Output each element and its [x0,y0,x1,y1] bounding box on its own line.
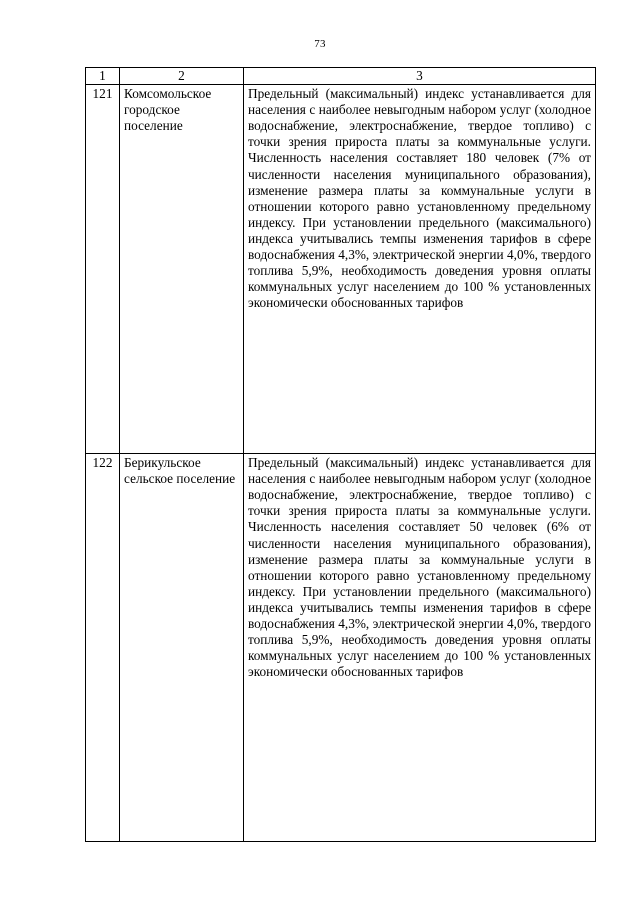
table-row [86,85,596,454]
row-number: 122 [86,454,120,842]
municipality-name: Берикульское сельское поселение [120,454,244,842]
table-row [86,454,596,842]
header-cell-2: 2 [120,68,244,85]
header-cell-3: 3 [244,68,596,85]
index-description: Предельный (максимальный) индекс устанавливается для населения с наиболее невыгодным набором услуг (холодное водоснабжение, электроснабжение, твердое топливо) с точки зрения прироста платы за коммунальные услуги. Численность населения составляет 180 человек (7% от численности населения муниципального образования), изменение размера платы за коммунальные услуги в отношении которого равно установленному предельному индексу. При установлении предельного (максимального) индекса учитывались темпы изменения тарифов в сфере водоснабжения 4,3%, электрической энергии 4,0%, твердого топлива 5,9%, необходимость доведения уровня оплаты коммунальных услуг населением до 100 % установленных экономически обоснованных тарифов [244,85,596,454]
page-number: 73 [314,38,326,50]
row-number: 121 [86,85,120,454]
tariff-table [85,67,596,842]
municipality-name: Комсомольское городское поселение [120,85,244,454]
index-description: Предельный (максимальный) индекс устанавливается для населения с наиболее невыгодным набором услуг (холодное водоснабжение, электроснабжение, твердое топливо) с точки зрения прироста платы за коммунальные услуги. Численность населения составляет 50 человек (6% от численности населения муниципального образования), изменение размера платы за коммунальные услуги в отношении которого равно установленному предельному индексу. При установлении предельного (максимального) индекса учитывались темпы изменения тарифов в сфере водоснабжения 4,3%, электрической энергии 4,0%, твердого топлива 5,9%, необходимость доведения уровня оплаты коммунальных услуг населением до 100 % установленных экономически обоснованных тарифов [244,454,596,842]
header-cell-1: 1 [86,68,120,85]
table-header-row [86,68,596,85]
